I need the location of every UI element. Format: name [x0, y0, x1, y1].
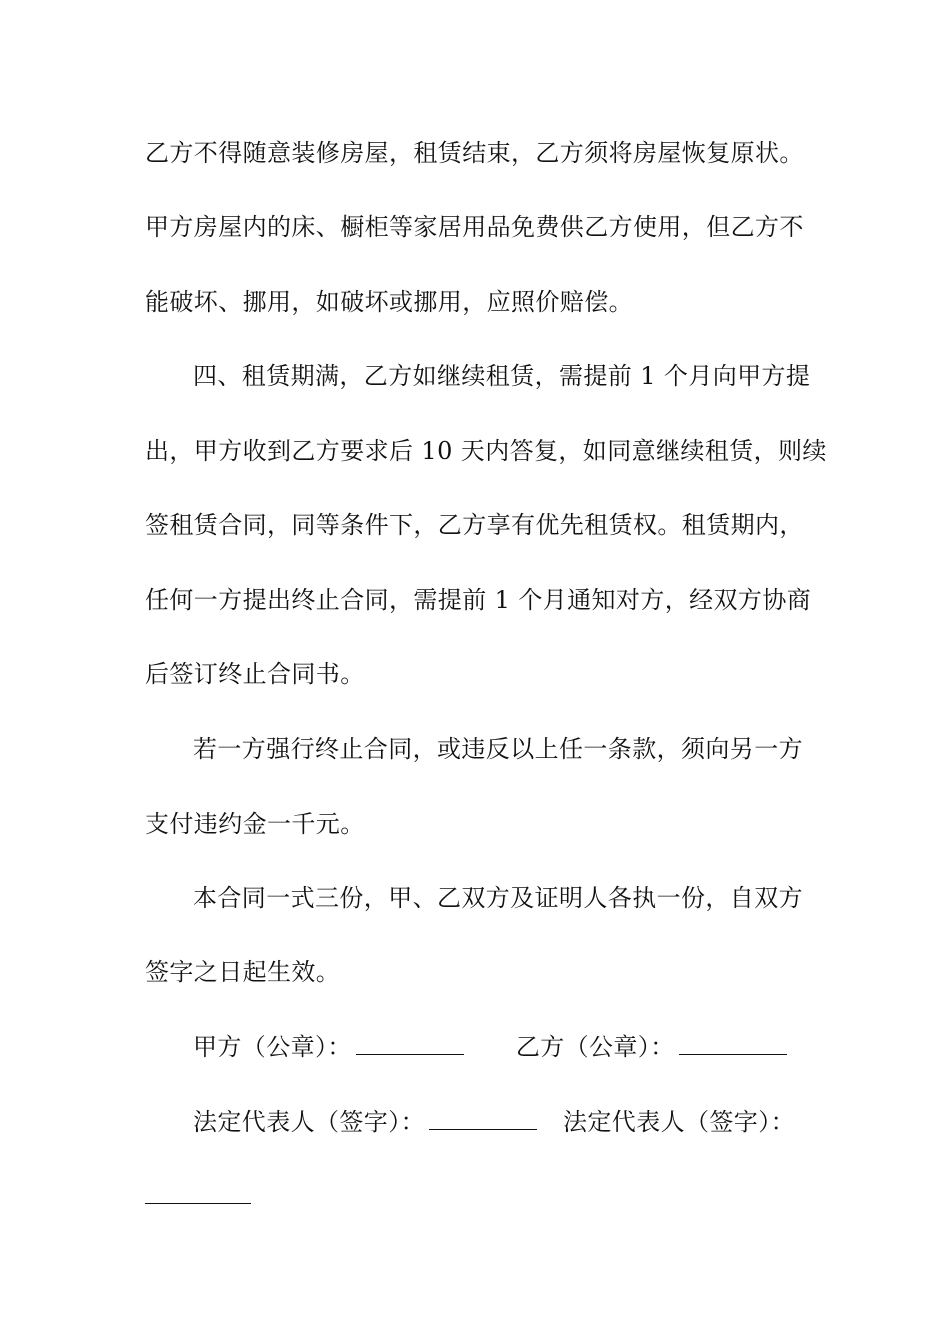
party-b-rep-label: 法定代表人（签字）： [563, 1108, 795, 1136]
paragraph-line: 任何一方提出终止合同，需提前 1 个月通知对方，经双方协商 [145, 586, 812, 614]
paragraph-line: 若一方强行终止合同，或违反以上任一条款，须向另一方 [193, 735, 803, 763]
seal-signature-row [193, 1032, 863, 1062]
paragraph-line: 签字之日起生效。 [145, 958, 341, 986]
party-a-rep-blank[interactable] [429, 1109, 537, 1130]
paragraph-line: 支付违约金一千元。 [145, 810, 365, 838]
paragraph-line: 乙方不得随意装修房屋，租赁结束，乙方须将房屋恢复原状。 [145, 139, 804, 167]
paragraph-line: 能破坏、挪用，如破坏或挪用，应照价赔偿。 [145, 288, 633, 316]
party-b-seal-blank[interactable] [679, 1034, 787, 1055]
paragraph-line: 本合同一式三份，甲、乙双方及证明人各执一份，自双方 [193, 884, 803, 912]
representative-signature-row [193, 1107, 863, 1137]
paragraph-line: 甲方房屋内的床、橱柜等家居用品免费供乙方使用，但乙方不 [145, 213, 804, 241]
paragraph-line: 四、租赁期满，乙方如继续租赁，需提前 1 个月向甲方提 [193, 362, 811, 390]
party-a-seal-blank[interactable] [356, 1034, 464, 1055]
paragraph-line: 后签订终止合同书。 [145, 660, 365, 688]
paragraph-line: 签租赁合同，同等条件下，乙方享有优先租赁权。租赁期内， [145, 511, 804, 539]
party-b-rep-blank[interactable] [145, 1203, 251, 1204]
party-a-seal-label: 甲方（公章）： [193, 1033, 352, 1061]
paragraph-line: 出，甲方收到乙方要求后 10 天内答复，如同意继续租赁，则续 [145, 437, 827, 465]
party-a-rep-label: 法定代表人（签字）： [193, 1108, 425, 1136]
party-b-seal-label: 乙方（公章）： [515, 1033, 675, 1061]
